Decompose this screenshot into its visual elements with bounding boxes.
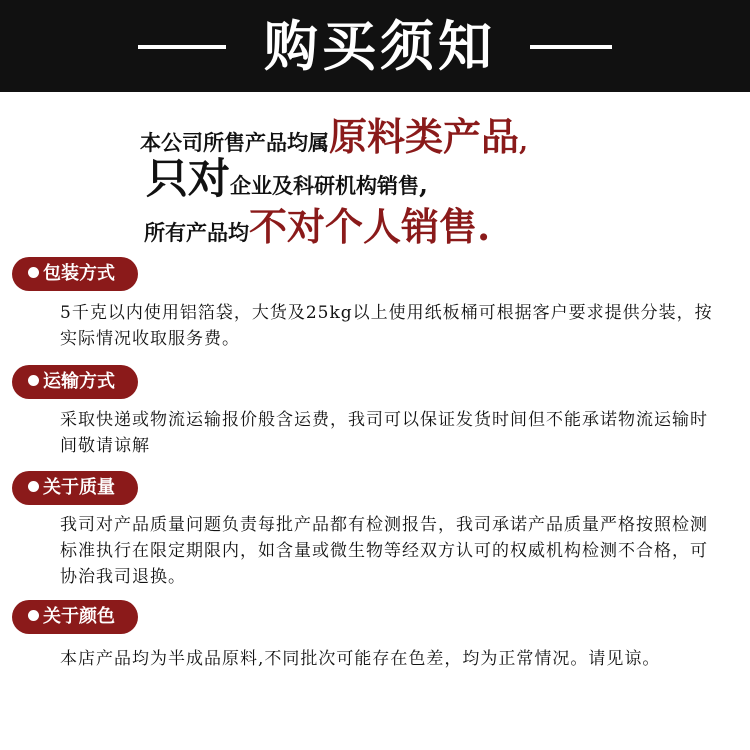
notice-line-1-punct: , (519, 127, 529, 157)
notice-line-3-highlight: 不对个人销售 (249, 204, 478, 249)
section-badge-color (12, 600, 138, 634)
section-title: 运输方式 (43, 371, 115, 392)
notice-line-3 (144, 196, 644, 251)
notice-line-2-rest: 企业及科研机构销售 (230, 173, 420, 198)
bullet-dot-icon (28, 267, 39, 278)
notice-line-3-punct: . (477, 204, 491, 249)
section-badge-shipping (12, 365, 138, 399)
notice-line-1-prefix: 本公司所售产品均属 (140, 130, 329, 155)
section-text-packaging: 5千克以内使用铝箔袋，大货及25kg以上使用纸板桶可根据客户要求提供分装，按实际情况收取服务费。 (60, 303, 713, 349)
header-right-rule (530, 45, 612, 49)
header-left-rule (138, 45, 226, 49)
section-title: 关于颜色 (43, 606, 115, 627)
header-banner (0, 0, 750, 92)
section-text-shipping: 采取快递或物流运输报价般含运费，我司可以保证发货时间但不能承诺物流运输时间敬请谅解 (60, 410, 708, 456)
section-title: 关于质量 (43, 477, 115, 498)
page-title: 购买须知 (264, 14, 496, 78)
notice-line-1-highlight: 原料类产品 (329, 114, 520, 159)
section-text-color: 本店产品均为半成品原料,不同批次可能存在色差，均为正常情况。请见谅。 (60, 649, 661, 669)
bullet-dot-icon (28, 610, 39, 621)
section-badge-quality (12, 471, 138, 505)
section-text-quality: 我司对产品质量问题负责每批产品都有检测报告，我司承诺产品质量严格按照检测标准执行在限定期限内，如含量或微生物等经双方认可的权威机构检测不合格，可协治我司退换。 (60, 515, 708, 587)
section-title: 包装方式 (43, 263, 115, 284)
notice-line-2-big: 只对 (146, 154, 231, 203)
notice-line-2-punct: , (419, 170, 429, 200)
section-badge-packaging (12, 257, 138, 291)
notice-line-3-prefix: 所有产品均 (144, 220, 249, 245)
bullet-dot-icon (28, 481, 39, 492)
bullet-dot-icon (28, 375, 39, 386)
